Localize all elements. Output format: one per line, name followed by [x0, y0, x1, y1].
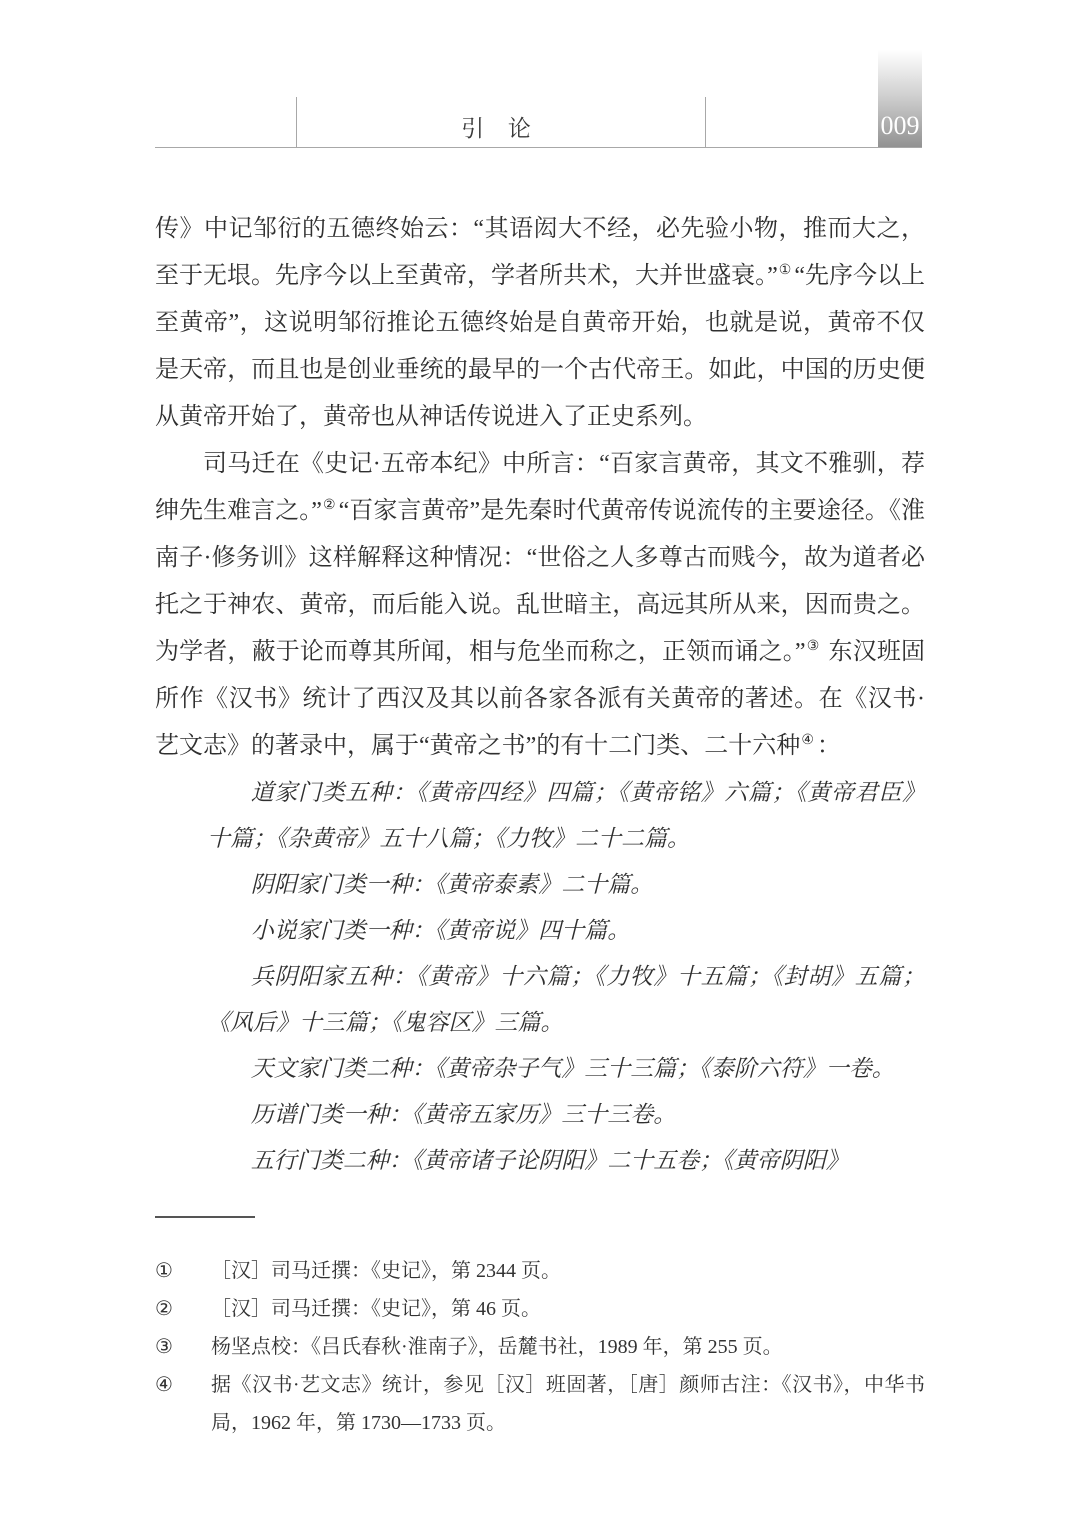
- footnote-ref: ①: [778, 263, 792, 278]
- footnote-divider: [155, 1216, 255, 1218]
- header-rule: [155, 147, 922, 148]
- running-head-title: 引 论: [461, 116, 540, 141]
- quote-entry: 道家门类五种：《黄帝四经》四篇；《黄帝铭》六篇；《黄帝君臣》十篇；《杂黄帝》五十八篇；《力牧》二十二篇。: [207, 780, 925, 851]
- paragraph-container: [155, 206, 925, 770]
- quote-entry: 阴阳家门类一种：《黄帝泰素》二十篇。: [250, 872, 654, 897]
- quote-entry: 天文家门类二种：《黄帝杂子气》三十三篇；《泰阶六符》一卷。: [250, 1056, 895, 1081]
- header-divider-right: [705, 97, 706, 147]
- footnote-ref: ②: [322, 498, 336, 513]
- footnote: [155, 1366, 925, 1442]
- footnote-marker: ④: [155, 1374, 173, 1396]
- body-text: [155, 206, 925, 1184]
- quote-entry: 五行门类二种：《黄帝诸子论阴阳》二十五卷；《黄帝阴阳》: [250, 1148, 849, 1173]
- footnote: [155, 1290, 925, 1328]
- quote-entry: 兵阴阳家五种：《黄帝》十六篇；《力牧》十五篇；《封胡》五篇；《风后》十三篇；《鬼容区》三篇。: [207, 964, 925, 1035]
- footnote-marker: ②: [155, 1298, 173, 1320]
- page-number: 009: [880, 111, 920, 140]
- footnote-text: 据《汉书·艺文志》统计，参见［汉］班固著，［唐］颜师古注：《汉书》，中华书局，1962 年，第 1730—1733 页。: [211, 1374, 925, 1434]
- footnote-ref: ④: [801, 733, 814, 748]
- quote-entry: 历谱门类一种：《黄帝五家历》三十三卷。: [250, 1102, 677, 1127]
- footnote-list: [155, 1252, 925, 1442]
- footnote-text: ［汉］司马迁撰：《史记》，第 46 页。: [211, 1298, 541, 1320]
- footnote: [155, 1328, 925, 1366]
- footnote-text: 杨坚点校：《吕氏春秋·淮南子》，岳麓书社，1989 年，第 255 页。: [211, 1336, 783, 1358]
- page-number-bar: [878, 50, 922, 147]
- quote-block: [207, 770, 925, 1184]
- paragraph: 司马迁在《史记·五帝本纪》中所言：“百家言黄帝，其文不雅驯，荐绅先生难言之。”② “百家言黄帝”是先秦时代黄帝传说流传的主要途径。《淮南子·修务训》这样解释这种情况：“世俗之人多尊古而贱今，故为道者必托之于神农、黄帝，而后能入说。乱世暗主，高远其所从来，因而贵之。为学者，蔽于论而尊其所闻，相与危坐而称之，正领而诵之。”③ 东汉班固所作《汉书》统计了西汉及其以前各家各派有关黄帝的著述。在《汉书·艺文志》的著录中，属于“黄帝之书”的有十二门类、二十六种④ ：: [155, 451, 925, 759]
- quote-entry: 小说家门类一种：《黄帝说》四十篇。: [250, 918, 631, 943]
- paragraph: 传》中记邹衍的五德终始云：“其语闳大不经，必先验小物，推而大之，至于无垠。先序今以上至黄帝，学者所共术，大并世盛衰。”① “先序今以上至黄帝”，这说明邹衍推论五德终始是自黄帝开始，也就是说，黄帝不仅是天帝，而且也是创业垂统的最早的一个古代帝王。如此，中国的历史便从黄帝开始了，黄帝也从神话传说进入了正史系列。: [155, 216, 925, 430]
- footnote-marker: ①: [155, 1260, 173, 1282]
- footnote-ref: ③: [806, 639, 820, 654]
- footnote: [155, 1252, 925, 1290]
- footnote-marker: ③: [155, 1336, 173, 1358]
- footnote-area: [155, 1216, 925, 1442]
- footnote-text: ［汉］司马迁撰：《史记》，第 2344 页。: [211, 1260, 561, 1282]
